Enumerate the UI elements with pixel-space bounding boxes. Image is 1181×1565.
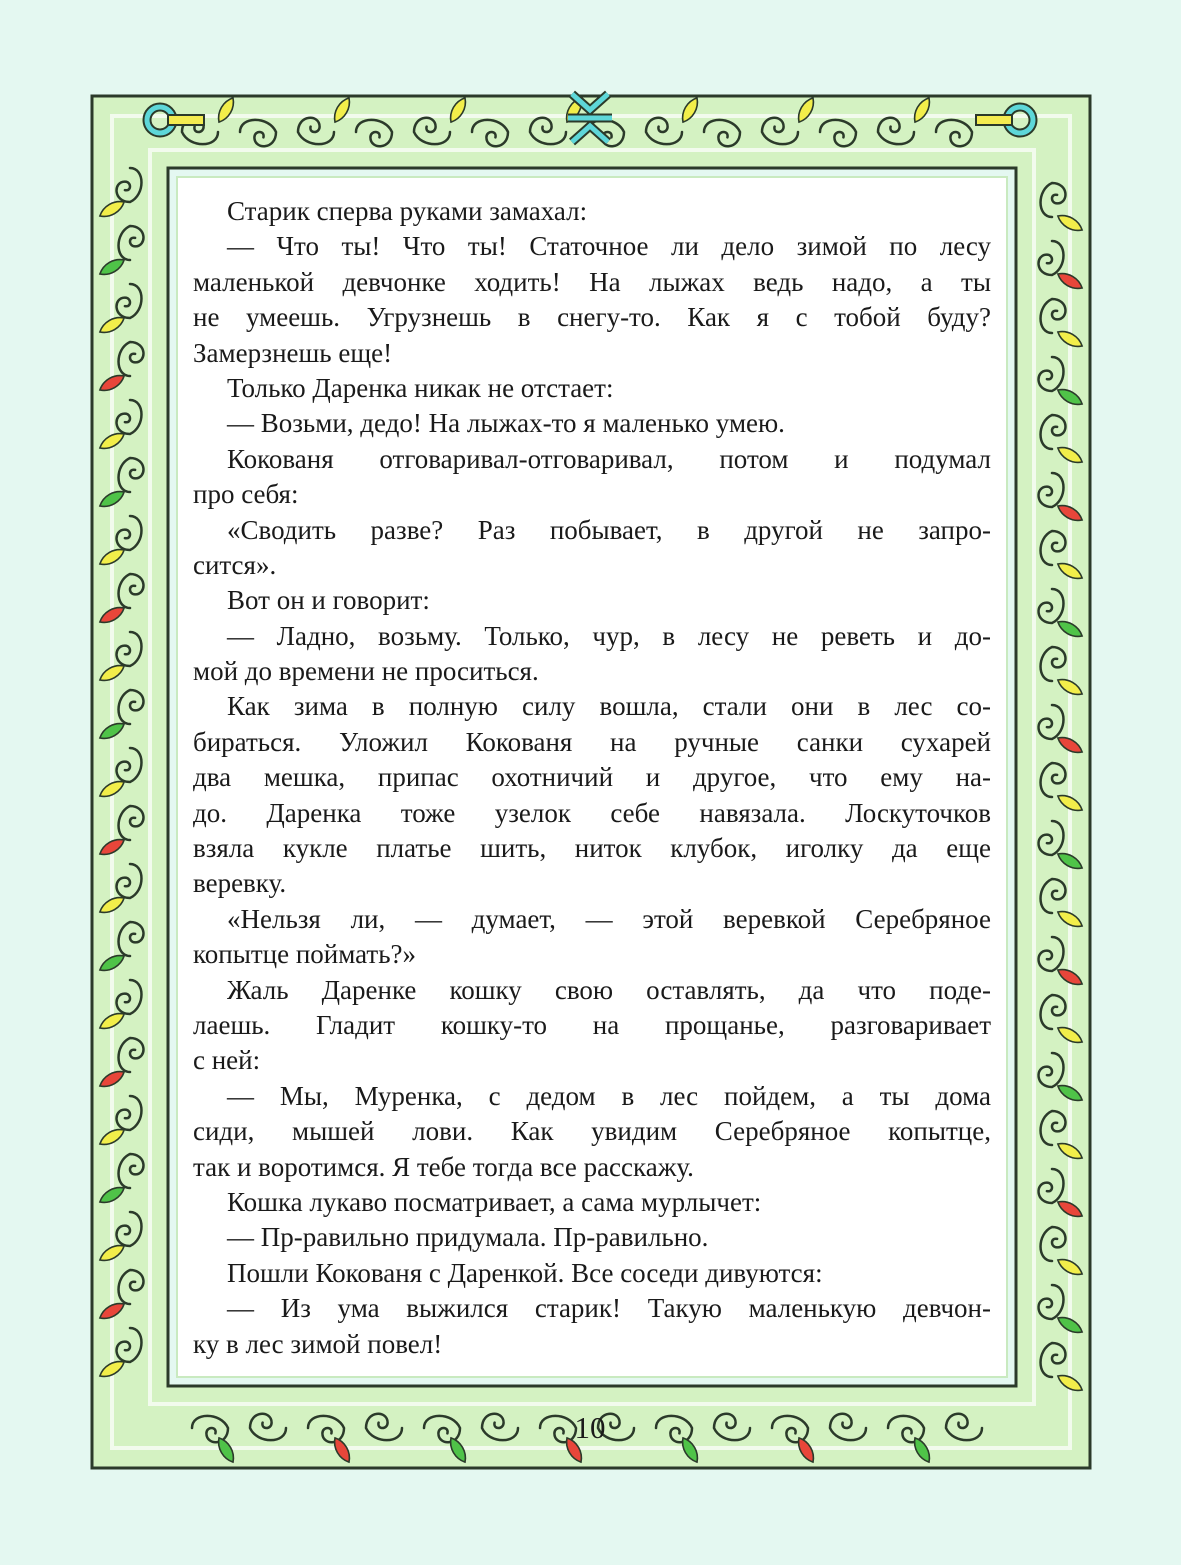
text-line: Кошка лукаво посматривает, а сама мурлычет: [227,1186,762,1217]
text-line: «Нельзя ли, — думает, — этой веревкой Серебряное [227,903,991,934]
text-line: до. Даренка тоже узелок себе навязала. Лоскуточков [193,797,991,828]
text-line: мой до времени не проситься. [193,656,539,687]
text-line: так и воротимся. Я тебе тогда все расскажу. [193,1151,694,1182]
text-line: не умеешь. Угрузнешь в снегу-то. Как я с тобой буду? [193,302,991,333]
story-text [193,194,991,1362]
text-line: Пошли Кокованя с Даренкой. Все соседи дивуются: [227,1257,823,1288]
text-line: с ней: [193,1045,261,1076]
text-line: «Сводить разве? Раз побывает, в другой не запро- [227,514,991,545]
text-line: — Что ты! Что ты! Статочное ли дело зимой по лесу [227,231,991,262]
text-line: Старик сперва руками замахал: [227,196,588,226]
text-line: взяла кукле платье шить, ниток клубок, иголку да еще [193,833,991,864]
text-line: — Возьми, дедо! На лыжах-то я маленько умею. [227,408,785,439]
text-line: Только Даренка никак не отстает: [227,372,614,403]
text-line: Вот он и говорит: [227,585,430,616]
text-line: Как зима в полную силу вошла, стали они в лес со- [227,691,991,722]
text-line: — Из ума выжился старик! Такую маленькую девчон- [227,1293,991,1324]
text-line: два мешка, припас охотничий и другое, что ему на- [193,762,991,793]
text-line: бираться. Уложил Кокованя на ручные санки сухарей [193,726,991,757]
text-line: маленькой девчонке ходить! На лыжах ведь надо, а ты [193,266,991,297]
text-line: Кокованя отговаривал-отговаривал, потом и подумал [227,443,991,474]
text-line: про себя: [193,479,299,510]
text-line: лаешь. Гладит кошку-то на прощанье, разговаривает [193,1009,991,1040]
text-line: — Мы, Муренка, с дедом в лес пойдем, а ты дома [227,1080,991,1111]
text-line: веревку. [193,868,287,899]
text-line: Замерзнешь еще! [193,337,393,368]
text-line: — Ладно, возьму. Только, чур, в лесу не реветь и до- [227,620,991,651]
text-line: копытце поймать?» [193,939,417,970]
text-line: сиди, мышей лови. Как увидим Серебряное копытце, [193,1116,991,1147]
text-line: ку в лес зимой повел! [193,1328,443,1359]
page-number: 10 [574,1410,606,1445]
text-line: сится». [193,549,277,580]
text-line: — Пр-равильно придумала. Пр-равильно. [227,1222,709,1253]
text-line: Жаль Даренке кошку свою оставлять, да что поде- [227,974,991,1005]
